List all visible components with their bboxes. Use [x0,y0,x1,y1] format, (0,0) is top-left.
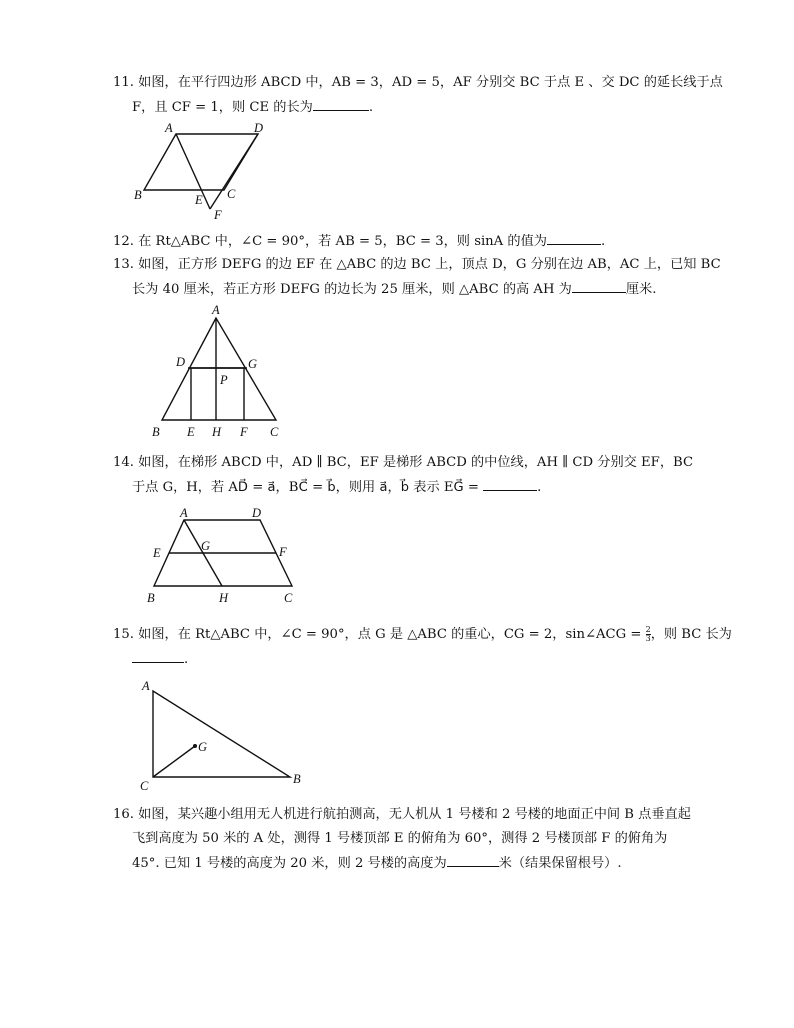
label-a: A [142,679,150,693]
right-triangle-abc [153,691,290,777]
segment-af [176,134,210,209]
q13-text-line1: 13. 如图，正方形 DEFG 的边 EF 在 △ABC 的边 BC 上，顶点 D，G 分别在边 AB，AC 上，已知 BC [113,257,721,272]
centroid-g [193,744,197,748]
label-e: E [187,425,195,439]
q13-text-line2: 长为 40 厘米，若正方形 DEFG 的边长为 25 厘米，则 △ABC 的高 AH 为 [132,282,572,297]
q16-answer-blank[interactable] [447,854,499,867]
label-b: B [152,425,160,439]
label-c: C [140,779,149,793]
label-d: D [252,506,262,520]
q13-answer-blank[interactable] [572,280,626,293]
q11-text-line1: 11. 如图，在平行四边形 ABCD 中，AB = 3，AD = 5，AF 分别交 BC 于点 E 、交 DC 的延长线于点 [113,75,723,90]
q12-answer-blank[interactable] [547,232,601,245]
q15-figure [136,674,316,796]
label-f: F [279,545,287,559]
label-f: F [214,208,222,222]
q15-text-line1: 15. 如图，在 Rt△ABC 中，∠C = 90°，点 G 是 △ABC 的重心，CG = 2，sin∠ACG = [113,627,642,642]
label-g: G [198,740,208,754]
label-d: D [254,121,264,135]
label-c: C [227,187,236,201]
q11-answer-blank[interactable] [313,98,369,111]
label-g: G [201,539,211,553]
segment-cg [153,746,195,777]
label-d: D [176,355,186,369]
fraction-two-thirds: $\frac{2}{3}$ [645,625,651,643]
label-e: E [195,193,203,207]
square-defg [191,368,244,420]
q11-figure [130,120,270,224]
label-a: A [212,303,220,317]
label-p: P [220,373,228,387]
label-a: A [165,121,173,135]
label-b: B [147,591,155,605]
label-c: C [284,591,293,605]
label-f: F [240,425,248,439]
label-g: G [248,357,258,371]
q13-figure [148,300,298,440]
label-h: H [212,425,222,439]
label-b: B [293,772,301,786]
q14-text-line1: 14. 如图，在梯形 ABCD 中，AD ∥ BC，EF 是梯形 ABCD 的中位线，AH ∥ CD 分别交 EF，BC [113,455,694,470]
q11-text-line2: F，且 CF = 1，则 CE 的长为 [132,100,313,115]
label-a: A [180,506,188,520]
q14-answer-blank[interactable] [483,478,537,491]
q16-text-line3: 45°. 已知 1 号楼的高度为 20 米，则 2 号楼的高度为 [132,856,447,871]
q15-answer-blank[interactable] [132,650,184,663]
q12-text: 12. 在 Rt△ABC 中，∠C = 90°，若 AB = 5，BC = 3，则 sinA 的值为 [113,234,547,249]
q16-text-line1: 16. 如图，某兴趣小组用无人机进行航拍测高，无人机从 1 号楼和 2 号楼的地面正中间 B 点垂直起 [113,807,691,822]
label-h: H [219,591,229,605]
label-e: E [153,546,161,560]
label-c: C [270,425,279,439]
q14-figure [142,502,312,606]
triangle-abc [162,318,276,420]
q16-text-line2: 飞到高度为 50 米的 A 处，测得 1 号楼顶部 E 的俯角为 60°，测得 2 号楼顶部 F 的俯角为 [132,831,668,846]
q14-text-line2: 于点 G，H，若 AD⃗ = a⃗，BC⃗ = b⃗，则用 a⃗，b⃗ 表示 EG⃗ = [132,480,479,495]
label-b: B [134,188,142,202]
